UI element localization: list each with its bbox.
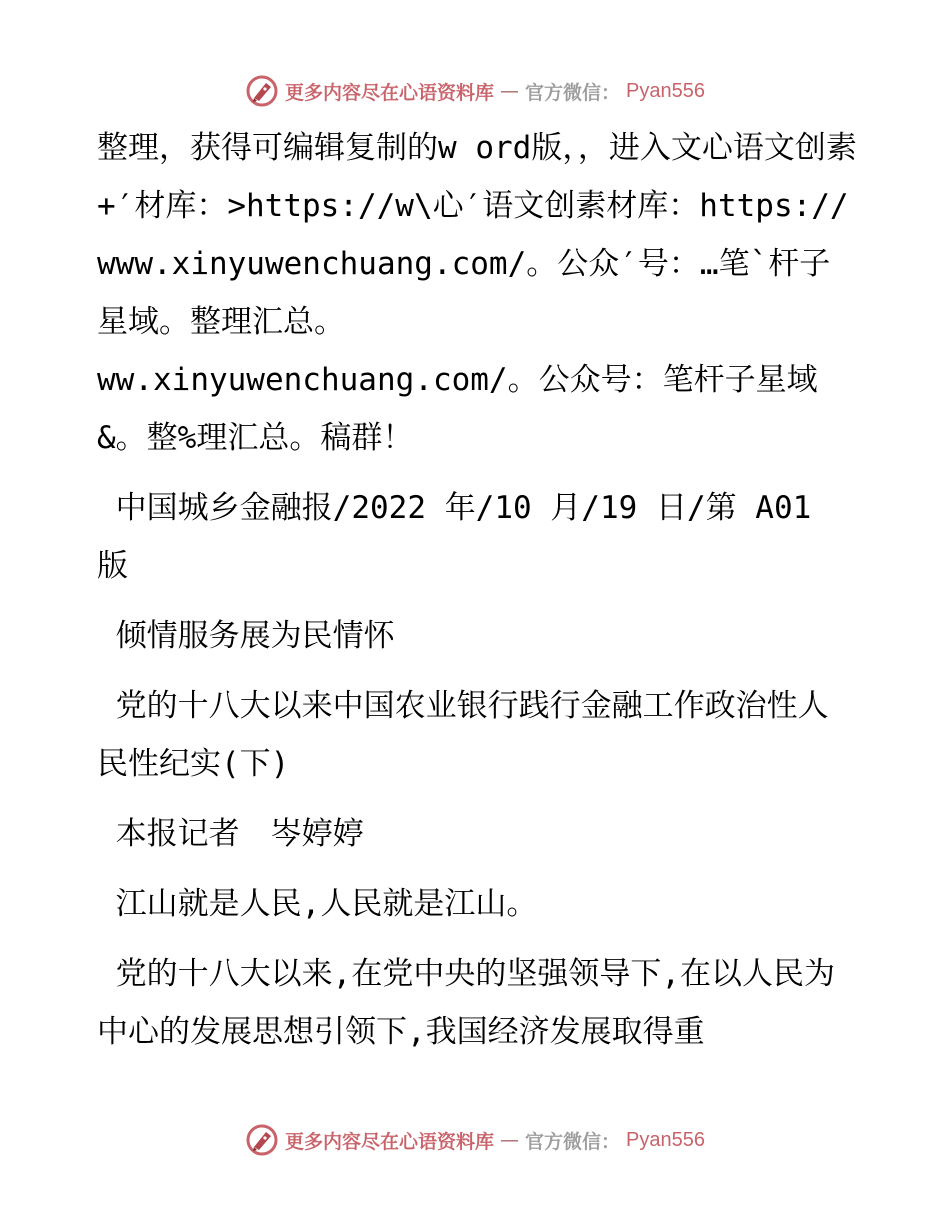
document-body: [97, 119, 857, 1073]
header-banner: [0, 70, 950, 112]
pen-nib-logo-icon: [245, 74, 279, 108]
paragraph-source-line: 中国城乡金融报/2022 年/10 月/19 日/第 A01 版: [97, 490, 830, 584]
banner-promo-text: 更多内容尽在心语资料库: [285, 81, 495, 104]
banner-wechat-label: 官方微信：: [525, 1130, 621, 1153]
article-title: 倾情服务展为民情怀: [97, 618, 395, 654]
banner-promo-text: 更多内容尽在心语资料库: [285, 1130, 495, 1153]
banner-dash: —: [500, 1129, 520, 1151]
pen-nib-logo-icon: [245, 1123, 279, 1157]
footer-banner: [0, 1119, 950, 1161]
banner-wechat-id: Pyan556: [626, 79, 705, 102]
paragraph-intro-1: 整理，获得可编辑复制的w ord版，，进入文心语文创素+′材库：>https://w\心′语文创素材库：https://www.xinyuwenchuang.com/。公众′号：…笔`杆子星域。整理汇总。: [97, 130, 857, 340]
paragraph-intro-2: ww.xinyuwenchuang.com/。公众号：笔杆子星域&。整%理汇总。稿群！: [97, 362, 818, 456]
article-subtitle: 党的十八大以来中国农业银行践行金融工作政治性人民性纪实(下): [97, 688, 829, 782]
banner-wechat-label: 官方微信：: [525, 81, 621, 104]
banner-wechat-id: Pyan556: [626, 1128, 705, 1151]
article-byline: 本报记者 岑婷婷: [97, 816, 364, 852]
banner-dash: —: [500, 80, 520, 102]
paragraph-body-1: 江山就是人民,人民就是江山。: [97, 886, 538, 922]
paragraph-body-2: 党的十八大以来,在党中央的坚强领导下,在以人民为中心的发展思想引领下,我国经济发展取得重: [97, 956, 835, 1050]
